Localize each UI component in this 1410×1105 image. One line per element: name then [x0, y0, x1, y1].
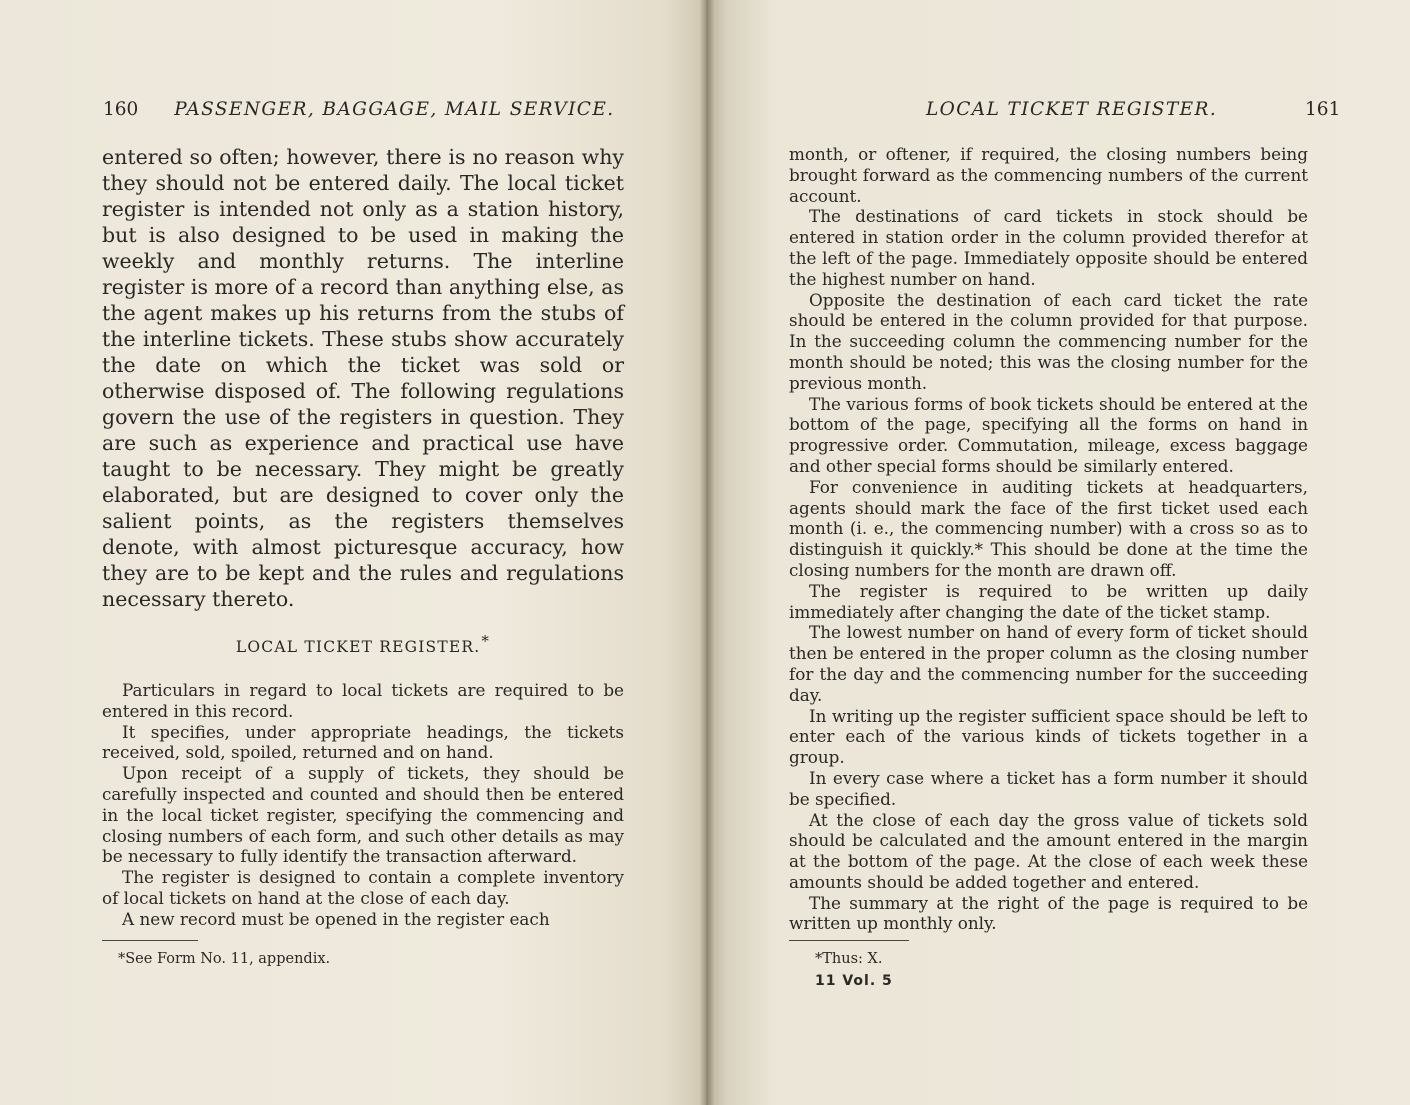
footnote-marker: * [481, 632, 491, 650]
footnote: *See Form No. 11, appendix. [118, 950, 331, 967]
paragraph: The summary at the right of the page is required to be written up monthly only. [789, 892, 1308, 934]
right-body [789, 144, 1308, 934]
right-running-head [926, 98, 1340, 122]
paragraph: A new record must be opened in the register each [122, 908, 550, 929]
paragraph: The various forms of book tickets should be entered at the bottom of the page, specifying all the forms on hand in progressive order. Commutation, mileage, excess baggage and other special forms should be similarly entered. [789, 393, 1308, 476]
footnote-rule [789, 940, 909, 941]
paragraph: For convenience in auditing tickets at headquarters, agents should mark the face of the first ticket used each month (i. e., the commencing number) with a cross so as to distinguish it quickly.* This should be done at the time the closing numbers for the month are drawn off. [789, 476, 1308, 580]
paragraph: It specifies, under appropriate headings, the tickets received, sold, spoiled, returned and on hand. [102, 721, 624, 763]
intro-block [102, 144, 624, 612]
paragraph: In writing up the register sufficient space should be left to enter each of the various kinds of tickets together in a group. [789, 705, 1308, 768]
paragraph: At the close of each day the gross value of tickets sold should be calculated and the amount entered in the margin at the bottom of the page. At the close of each week these amounts should be added together and entered. [789, 809, 1308, 892]
paragraph: The register is designed to contain a complete inventory of local tickets on hand at the close of each day. [102, 867, 624, 908]
paragraph: Opposite the destination of each card ticket the rate should be entered in the column provided for that purpose. In the succeeding column the commencing number for the month should be noted; this was the closing number for the previous month. [789, 289, 1308, 393]
section-heading-text: LOCAL TICKET REGISTER. [235, 638, 481, 656]
footnote: *Thus: X. [815, 951, 883, 968]
continuation-paragraph: month, or oftener, if required, the closing numbers being brought forward as the commencing numbers of the current account. [789, 144, 1308, 206]
book-gutter [700, 0, 714, 1105]
paragraph: The lowest number on hand of every form of ticket should then be entered in the proper column as the closing number for the day and the commencing number for the succeeding day. [789, 622, 1308, 705]
signature-mark: 11 Vol. 5 [815, 973, 893, 990]
paragraph: The destinations of card tickets in stock should be entered in station order in the column provided therefor at the left of the page. Immediately opposite should be entered the highest number on hand. [789, 206, 1308, 289]
left-running-head [103, 98, 615, 122]
section-heading [102, 632, 624, 656]
page-number: 160 [103, 99, 139, 120]
intro-paragraph: entered so often; however, there is no reason why they should not be entered daily. The local ticket register is intended not only as a station history, but is also designed to be used in making the weekly and monthly returns. The interline register is more of a record than anything else, as the agent makes up his returns from the stubs of the interline tickets. These stubs show accurately the date on which the ticket was sold or otherwise disposed of. The following regulations govern the use of the registers in question. They are such as experience and practical use have taught to be necessary. They might be greatly elaborated, but are designed to cover only the salient points, as the registers themselves denote, with almost picturesque accuracy, how they are to be kept and the rules and regulations necessary thereto. [102, 145, 624, 611]
right-text-column [789, 144, 1308, 989]
page-number: 161 [1305, 99, 1341, 120]
running-title: LOCAL TICKET REGISTER. [926, 99, 1218, 120]
paragraph: Particulars in regard to local tickets are required to be entered in this record. [102, 680, 624, 721]
paragraph: The register is required to be written up daily immediately after changing the date of the ticket stamp. [789, 580, 1308, 622]
left-body [102, 680, 624, 930]
paragraph: In every case where a ticket has a form number it should be specified. [789, 767, 1308, 809]
footnote-rule [102, 940, 198, 941]
paragraph: Upon receipt of a supply of tickets, they should be carefully inspected and counted and should then be entered in the local ticket register, specifying the commencing and closing numbers of each form, and such other details as may be necessary to fully identify the transaction afterward. [102, 763, 624, 867]
left-text-column [102, 144, 624, 969]
right-page [706, 0, 1410, 1105]
running-title: PASSENGER, BAGGAGE, MAIL SERVICE. [174, 99, 615, 120]
